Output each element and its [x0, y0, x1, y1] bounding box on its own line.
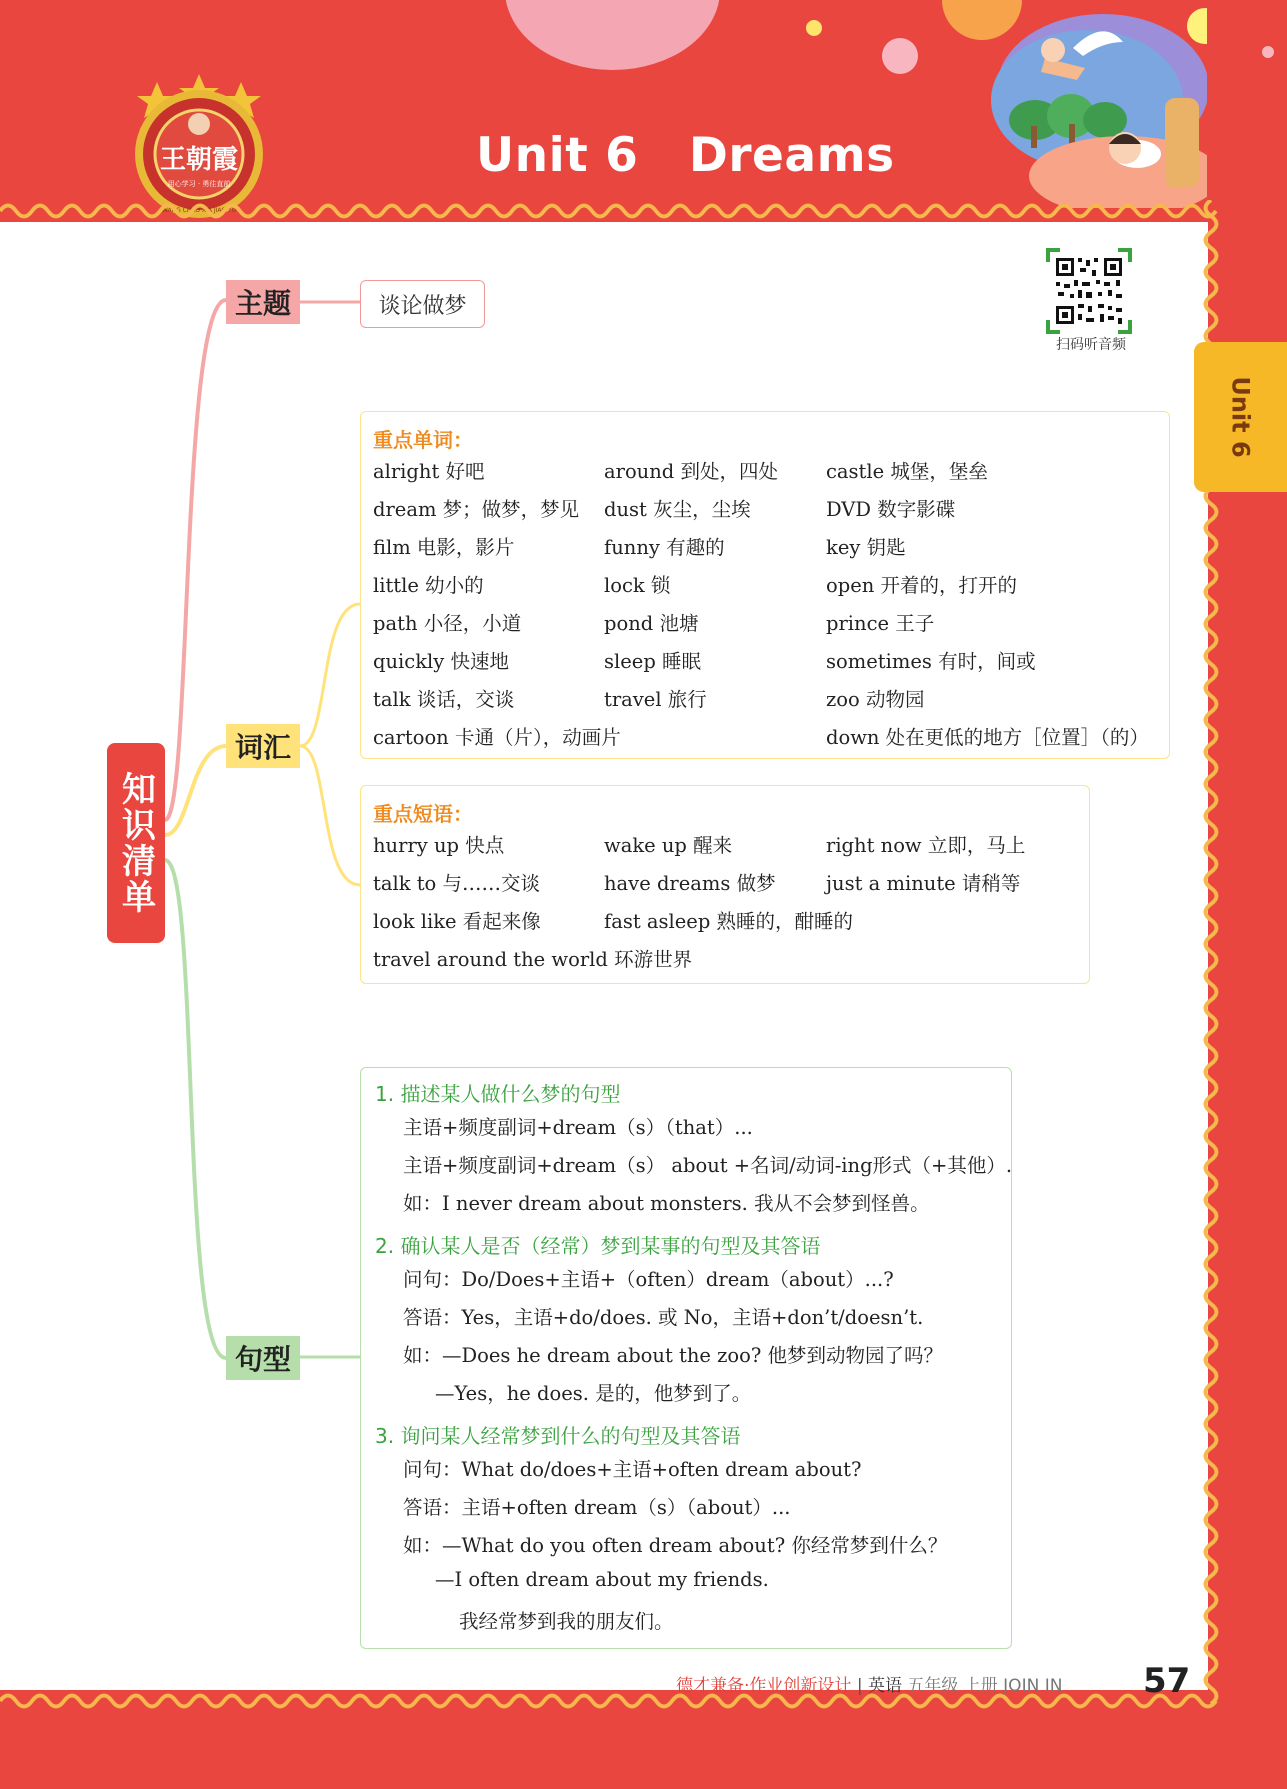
- word-entry: key 钥匙: [826, 536, 906, 559]
- phrase-entry: hurry up 快点: [373, 834, 505, 857]
- pattern-example: 如：—What do you often dream about? 你经常梦到什么？: [403, 1534, 948, 1557]
- key-words-heading: 重点单词：: [373, 428, 473, 452]
- pattern-title: 1. 描述某人做什么梦的句型: [375, 1082, 621, 1106]
- page-title: Unit 6 Dreams: [476, 128, 895, 183]
- word-entry: travel 旅行: [604, 688, 707, 711]
- logo-ring-text: WANG CHAO XIA JIAO YU: [161, 207, 237, 214]
- phrase-entry: look like 看起来像: [373, 910, 541, 933]
- pattern-example: 如：I never dream about monsters. 我从不会梦到怪兽。: [403, 1192, 930, 1215]
- word-entry: around 到处，四处: [604, 460, 778, 483]
- word-entry: zoo 动物园: [826, 688, 925, 711]
- word-entry: prince 王子: [826, 612, 935, 635]
- word-entry: funny 有趣的: [604, 536, 725, 559]
- phrase-entry: travel around the world 环游世界: [373, 948, 693, 971]
- pattern-example: —Yes，he does. 是的，他梦到了。: [435, 1382, 752, 1405]
- bottom-wavy-border: [0, 1690, 1287, 1712]
- phrase-entry: right now 立即，马上: [826, 834, 1026, 857]
- pattern-line: 问句：What do/does+主语+often dream about?: [403, 1458, 862, 1481]
- word-entry: sleep 睡眠: [604, 650, 702, 673]
- phrase-entry: wake up 醒来: [604, 834, 733, 857]
- footer-edition: JOIN IN: [1003, 1676, 1063, 1696]
- word-entry: film 电影，影片: [373, 536, 515, 559]
- key-phrases-heading: 重点短语：: [373, 802, 473, 826]
- brand-logo: [125, 72, 273, 220]
- pattern-line: 主语+频度副词+dream（s） about +名词/动词-ing形式（+其他）.: [403, 1154, 1013, 1177]
- phrase-entry: just a minute 请稍等: [826, 872, 1021, 895]
- sentence-patterns-box: [360, 1067, 1012, 1649]
- topic-label: 主题: [226, 280, 300, 324]
- pattern-title: 2. 确认某人是否（经常）梦到某事的句型及其答语: [375, 1234, 821, 1258]
- pattern-example: 如：—Does he dream about the zoo? 他梦到动物园了吗？: [403, 1344, 944, 1367]
- unit-side-tab[interactable]: [1194, 342, 1287, 492]
- footer-grade: 五年级: [907, 1676, 959, 1696]
- dream-illustration: [975, 8, 1207, 208]
- pink-circle-decoration: [505, 0, 720, 70]
- pattern-line: 主语+频度副词+dream（s）（that）...: [403, 1116, 753, 1139]
- phrase-entry: talk to 与……交谈: [373, 872, 540, 895]
- footer-subject: 英语: [867, 1676, 902, 1696]
- knowledge-list-root: 知识清单: [107, 743, 165, 943]
- word-entry: talk 谈话，交谈: [373, 688, 515, 711]
- footer-divider: |: [856, 1676, 863, 1696]
- page-footer: [676, 1671, 1062, 1696]
- pattern-example: 我经常梦到我的朋友们。: [459, 1610, 674, 1633]
- word-entry: lock 锁: [604, 574, 671, 597]
- phrase-entry: fast asleep 熟睡的，酣睡的: [604, 910, 854, 933]
- pink-dot-decoration: [1262, 46, 1274, 58]
- top-wavy-border: [0, 200, 1287, 222]
- word-entry: alright 好吧: [373, 460, 485, 483]
- word-entry: dust 灰尘，尘埃: [604, 498, 751, 521]
- word-entry: cartoon 卡通（片），动画片: [373, 726, 621, 749]
- sentence-patterns-label: 句型: [226, 1336, 300, 1380]
- phrase-entry: have dreams 做梦: [604, 872, 776, 895]
- word-entry: pond 池塘: [604, 612, 699, 635]
- word-entry: little 幼小的: [373, 574, 484, 597]
- word-entry: open 开着的，打开的: [826, 574, 1018, 597]
- word-entry: quickly 快速地: [373, 650, 509, 673]
- topic-box: 谈论做梦: [360, 280, 485, 328]
- word-entry: path 小径，小道: [373, 612, 522, 635]
- qr-caption: 扫码听音频: [1056, 337, 1126, 353]
- word-entry: castle 城堡，堡垒: [826, 460, 988, 483]
- pattern-line: 问句：Do/Does+主语+（often）dream（about）...?: [403, 1268, 894, 1291]
- word-entry: DVD 数字影碟: [826, 498, 956, 521]
- pattern-line: 答语：主语+often dream（s）（about）...: [403, 1496, 791, 1519]
- page-number: 57: [1143, 1661, 1191, 1701]
- footer-volume: 上册: [963, 1676, 998, 1696]
- pattern-example: —I often dream about my friends.: [435, 1568, 769, 1591]
- word-entry: dream 梦；做梦，梦见: [373, 498, 580, 521]
- word-entry: down 处在更低的地方［位置］（的）: [826, 726, 1149, 749]
- unit-side-tab-label: Unit 6: [1226, 376, 1255, 458]
- qr-code-icon[interactable]: [1046, 248, 1132, 334]
- logo-subtext: 用心学习 · 勇往直前: [167, 180, 231, 188]
- key-words-box: [360, 411, 1170, 759]
- pattern-title: 3. 询问某人经常梦到什么的句型及其答语: [375, 1424, 741, 1448]
- footer-series: 德才兼备·作业创新设计: [676, 1676, 852, 1696]
- word-entry: sometimes 有时，间或: [826, 650, 1036, 673]
- yellow-dot-decoration: [806, 20, 822, 36]
- pattern-line: 答语：Yes，主语+do/does. 或 No，主语+don’t/doesn’t.: [403, 1306, 924, 1329]
- logo-text: 王朝霞: [159, 145, 239, 175]
- pink-dot-decoration: [882, 38, 918, 74]
- vocabulary-label: 词汇: [226, 724, 300, 768]
- key-phrases-box: [360, 785, 1090, 984]
